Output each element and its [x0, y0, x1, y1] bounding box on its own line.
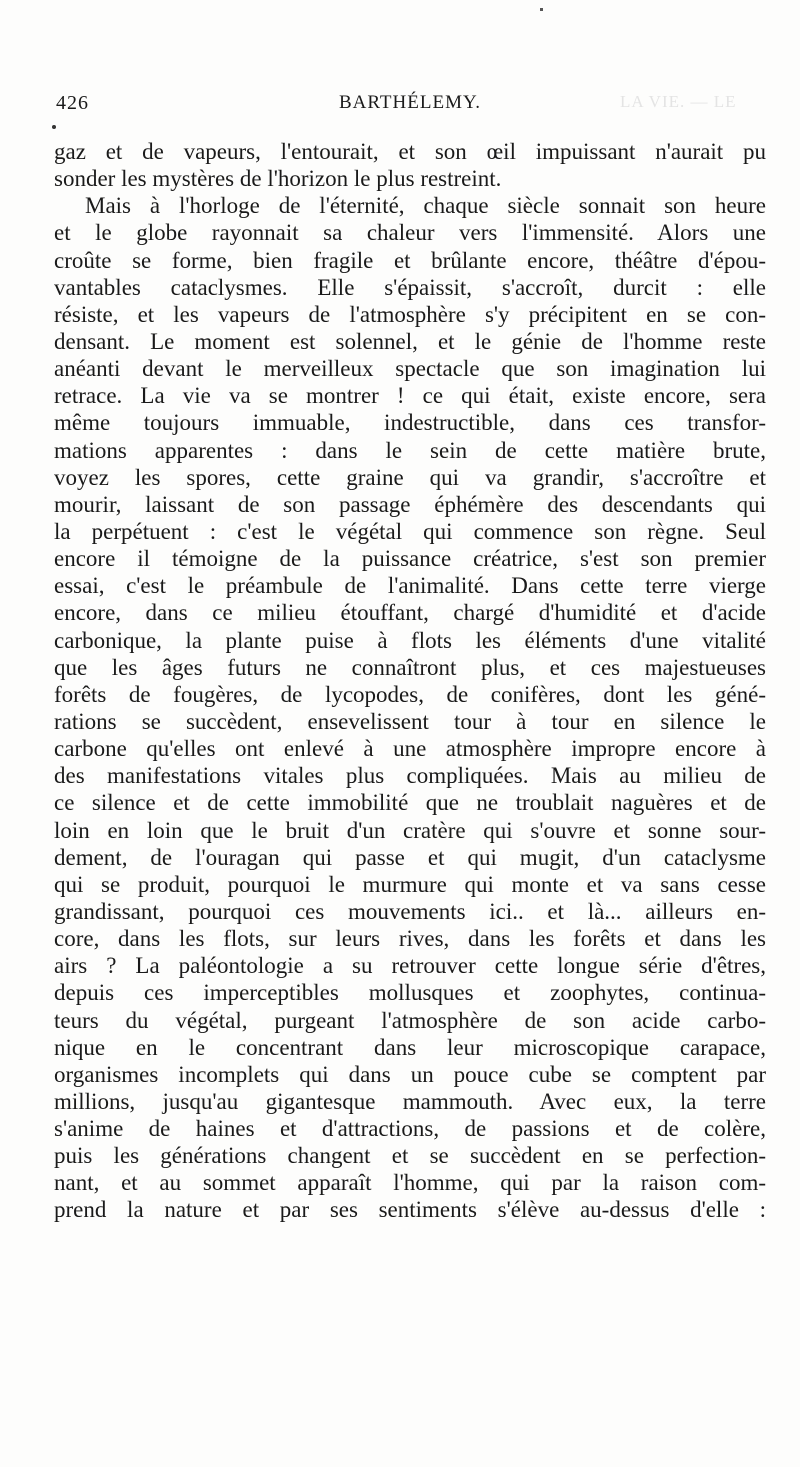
text-line: nique en le concentrant dans leur microscopique carapace,: [54, 1034, 766, 1060]
text-line: sonder les mystères de l'horizon le plus restreint.: [54, 166, 502, 192]
text-line: densant. Le moment est solennel, et le génie de l'homme reste: [54, 328, 766, 354]
text-line: la perpétuent : c'est le végétal qui commence son règne. Seul: [54, 518, 766, 544]
text-line: prend la nature et par ses sentiments s'élève au-dessus d'elle :: [54, 1197, 766, 1223]
text-line: airs ? La paléontologie a su retrouver cette longue série d'êtres,: [54, 953, 766, 979]
text-line: encore il témoigne de la puissance créatrice, s'est son premier: [54, 546, 766, 572]
text-line: voyez les spores, cette graine qui va grandir, s'accroître et: [54, 464, 766, 490]
text-line: croûte se forme, bien fragile et brûlante encore, théâtre d'épou-: [54, 247, 766, 273]
text-line: vantables cataclysmes. Elle s'épaissit, s'accroît, durcit : elle: [54, 274, 766, 300]
text-line: gaz et de vapeurs, l'entourait, et son œil impuissant n'aurait pu: [54, 139, 766, 164]
page-number: 426: [56, 92, 89, 114]
margin-dot: [52, 125, 56, 129]
text-line: que les âges futurs ne connaîtront plus, et ces majestueuses: [54, 654, 766, 680]
text-line: résiste, et les vapeurs de l'atmosphère s'y précipitent en se con-: [54, 301, 766, 327]
text-line: depuis ces imperceptibles mollusques et zoophytes, continua-: [54, 980, 766, 1006]
text-line: mations apparentes : dans le sein de cette matière brute,: [54, 437, 766, 463]
running-head: BARTHÉLEMY.: [339, 92, 481, 113]
text-line: dement, de l'ouragan qui passe et qui mugit, d'un cataclysme: [54, 844, 766, 870]
text-line: carbonique, la plante puise à flots les éléments d'une vitalité: [54, 627, 766, 653]
text-line: anéanti devant le merveilleux spectacle que son imagination lui: [54, 356, 766, 382]
text-line: loin en loin que le bruit d'un cratère qui s'ouvre et sonne sour-: [54, 817, 766, 843]
text-line: retrace. La vie va se montrer ! ce qui était, existe encore, sera: [54, 383, 766, 409]
text-line: encore, dans ce milieu étouffant, chargé d'humidité et d'acide: [54, 600, 766, 626]
text-line: mourir, laissant de son passage éphémère des descendants qui: [54, 491, 766, 517]
show-through-text: LA VIE. — LE: [620, 92, 737, 111]
text-line: carbone qu'elles ont enlevé à une atmosphère impropre encore à: [54, 736, 766, 762]
text-line: teurs du végétal, purgeant l'atmosphère de son acide carbo-: [54, 1007, 766, 1033]
text-line: organismes incomplets qui dans un pouce cube se comptent par: [54, 1061, 766, 1087]
body-text: [54, 138, 766, 1224]
text-line: Mais à l'horloge de l'éternité, chaque siècle sonnait son heure: [85, 193, 766, 219]
text-line: essai, c'est le préambule de l'animalité. Dans cette terre vierge: [54, 573, 766, 599]
paper-speck: [540, 8, 543, 11]
text-line: core, dans les flots, sur leurs rives, dans les forêts et dans les: [54, 926, 766, 952]
text-line: s'anime de haines et d'attractions, de passions et de colère,: [54, 1116, 766, 1142]
text-line: des manifestations vitales plus compliquées. Mais au milieu de: [54, 763, 766, 789]
text-line: puis les générations changent et se succèdent en se perfection-: [54, 1143, 766, 1169]
text-line: qui se produit, pourquoi le murmure qui monte et va sans cesse: [54, 871, 766, 897]
text-line: grandissant, pourquoi ces mouvements ici.. et là... ailleurs en-: [54, 898, 766, 924]
text-line: rations se succèdent, ensevelissent tour à tour en silence le: [54, 708, 766, 734]
text-line: nant, et au sommet apparaît l'homme, qui par la raison com-: [54, 1170, 766, 1196]
text-line: millions, jusqu'au gigantesque mammouth. Avec eux, la terre: [54, 1088, 766, 1114]
text-line: et le globe rayonnait sa chaleur vers l'immensité. Alors une: [54, 220, 766, 246]
text-line: même toujours immuable, indestructible, dans ces transfor-: [54, 410, 766, 436]
text-line: forêts de fougères, de lycopodes, de conifères, dont les géné-: [54, 681, 766, 707]
text-line: ce silence et de cette immobilité que ne troublait naguères et de: [54, 790, 766, 816]
